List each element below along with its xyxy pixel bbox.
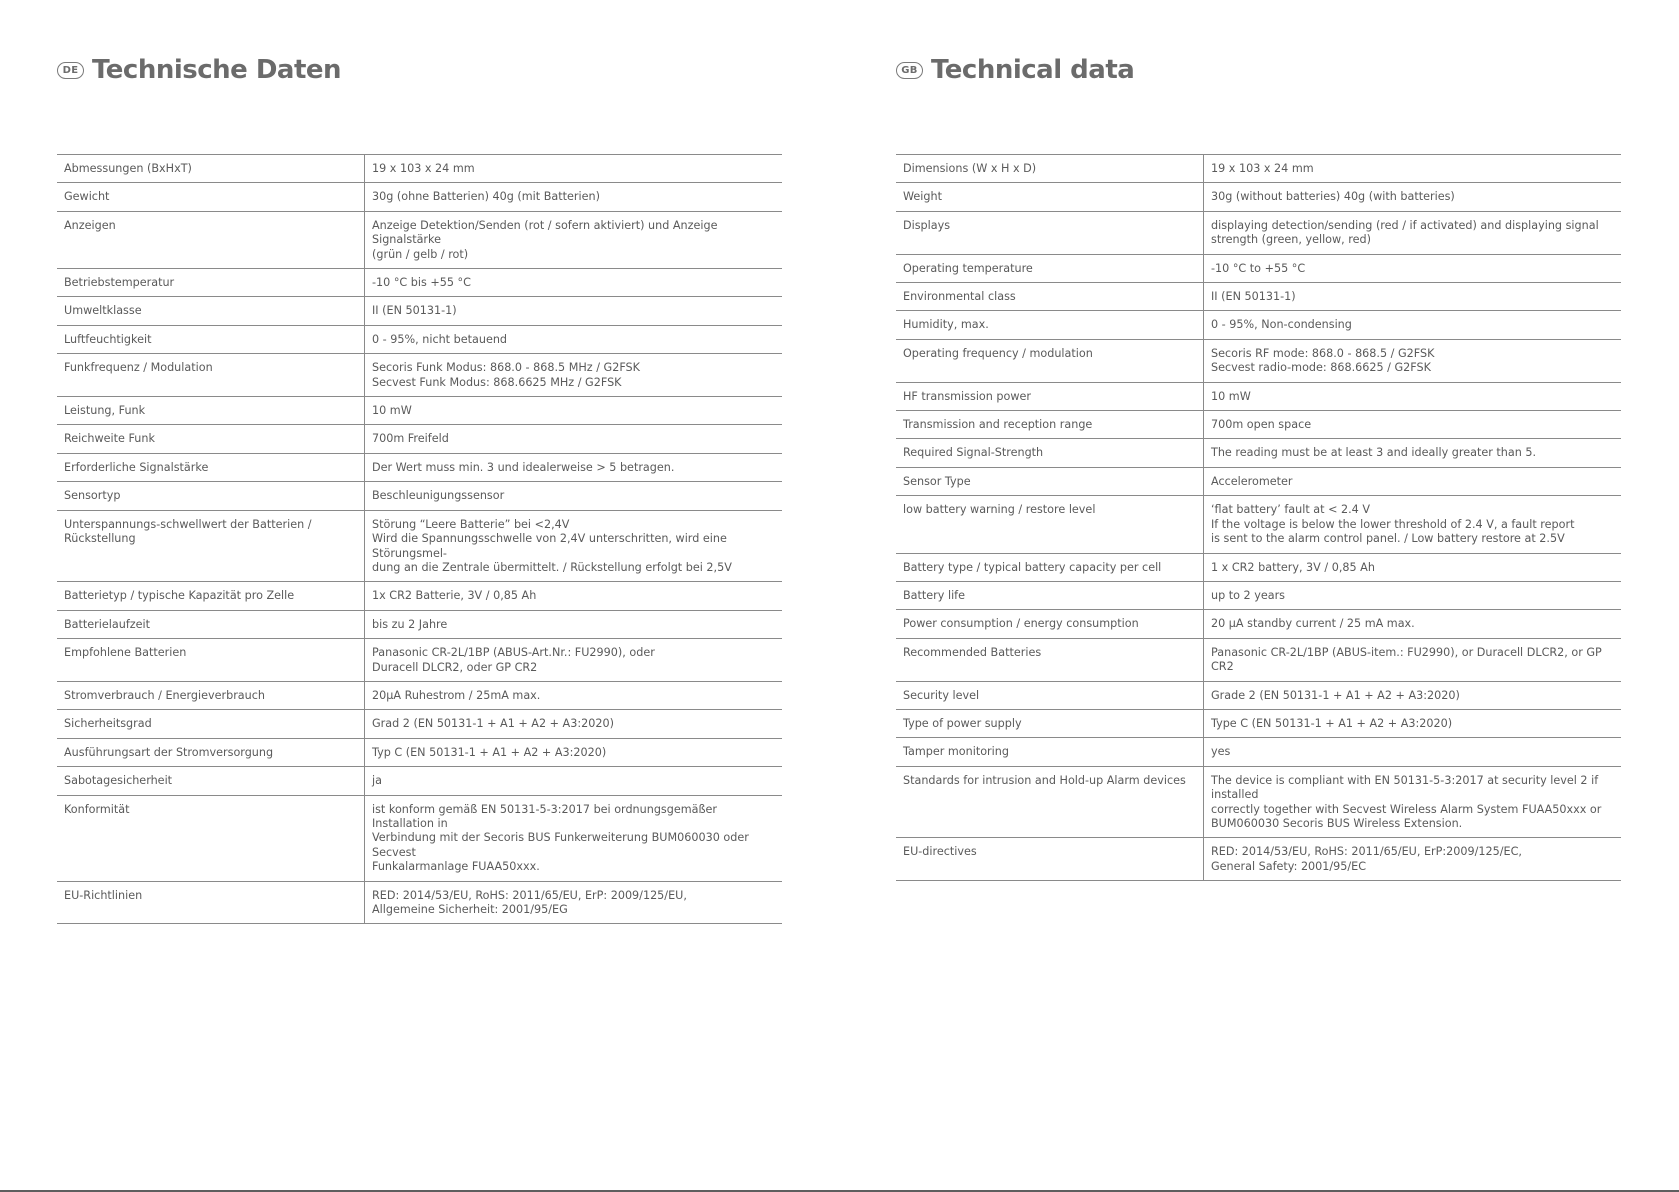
- spec-value: 1 x CR2 battery, 3V / 0,85 Ah: [1204, 553, 1622, 581]
- spec-value: Typ C (EN 50131-1 + A1 + A2 + A3:2020): [365, 738, 783, 766]
- table-row: [57, 297, 782, 325]
- table-row: [57, 325, 782, 353]
- table-row: [896, 211, 1621, 254]
- table-row: [896, 838, 1621, 881]
- spec-label: Recommended Batteries: [896, 638, 1204, 681]
- spec-value: 30g (without batteries) 40g (with batteries): [1204, 183, 1622, 211]
- table-row: [896, 411, 1621, 439]
- spec-label: Konformität: [57, 795, 365, 881]
- spec-value: 30g (ohne Batterien) 40g (mit Batterien): [365, 183, 783, 211]
- table-row: [896, 311, 1621, 339]
- language-badge-de: DE: [57, 62, 84, 79]
- table-row: [57, 710, 782, 738]
- spec-value: 19 x 103 x 24 mm: [1204, 155, 1622, 183]
- spec-label: Luftfeuchtigkeit: [57, 325, 365, 353]
- spec-label: Battery life: [896, 581, 1204, 609]
- spec-label: Reichweite Funk: [57, 425, 365, 453]
- spec-value: 20 μA standby current / 25 mA max.: [1204, 610, 1622, 638]
- table-row: [896, 581, 1621, 609]
- spec-label: Abmessungen (BxHxT): [57, 155, 365, 183]
- spec-label: Gewicht: [57, 183, 365, 211]
- spec-value: Grade 2 (EN 50131-1 + A1 + A2 + A3:2020): [1204, 681, 1622, 709]
- spec-label: Security level: [896, 681, 1204, 709]
- spec-value: The reading must be at least 3 and ideally greater than 5.: [1204, 439, 1622, 467]
- table-row: [896, 183, 1621, 211]
- spec-label: Erforderliche Signalstärke: [57, 453, 365, 481]
- spec-label: Stromverbrauch / Energieverbrauch: [57, 681, 365, 709]
- spec-label: Ausführungsart der Stromversorgung: [57, 738, 365, 766]
- table-row: [896, 738, 1621, 766]
- spec-value: displaying detection/sending (red / if activated) and displaying signal strength (green, yellow, red): [1204, 211, 1622, 254]
- spec-value: ja: [365, 767, 783, 795]
- spec-value: The device is compliant with EN 50131-5-3:2017 at security level 2 if installed correctly together with Secvest Wireless Alarm System FUAA50xxx or BUM060030 Secoris BUS Wireless Extension.: [1204, 766, 1622, 838]
- table-row: [57, 354, 782, 397]
- spec-label: Transmission and reception range: [896, 411, 1204, 439]
- spec-label: Leistung, Funk: [57, 397, 365, 425]
- spec-value: up to 2 years: [1204, 581, 1622, 609]
- spec-label: Empfohlene Batterien: [57, 639, 365, 682]
- table-row: [896, 709, 1621, 737]
- spec-value: 20μA Ruhestrom / 25mA max.: [365, 681, 783, 709]
- table-row: [896, 496, 1621, 553]
- spec-value: Panasonic CR-2L/1BP (ABUS-item.: FU2990), or Duracell DLCR2, or GP CR2: [1204, 638, 1622, 681]
- table-row: [57, 183, 782, 211]
- spec-label: Sensor Type: [896, 467, 1204, 495]
- spec-label: Anzeigen: [57, 211, 365, 268]
- table-row: [57, 582, 782, 610]
- language-badge-gb: GB: [896, 62, 923, 79]
- table-row: [896, 553, 1621, 581]
- table-row: [57, 738, 782, 766]
- spec-value: Accelerometer: [1204, 467, 1622, 495]
- table-row: [896, 339, 1621, 382]
- spec-label: EU-Richtlinien: [57, 881, 365, 924]
- spec-label: Standards for intrusion and Hold-up Alarm devices: [896, 766, 1204, 838]
- spec-value: Grad 2 (EN 50131-1 + A1 + A2 + A3:2020): [365, 710, 783, 738]
- table-row: [896, 439, 1621, 467]
- table-row: [57, 269, 782, 297]
- spec-label: Sabotagesicherheit: [57, 767, 365, 795]
- spec-label: Type of power supply: [896, 709, 1204, 737]
- table-row: [896, 638, 1621, 681]
- spec-value: RED: 2014/53/EU, RoHS: 2011/65/EU, ErP:2009/125/EC, General Safety: 2001/95/EC: [1204, 838, 1622, 881]
- spec-label: HF transmission power: [896, 382, 1204, 410]
- table-row: [57, 397, 782, 425]
- spec-value: RED: 2014/53/EU, RoHS: 2011/65/EU, ErP: 2009/125/EU, Allgemeine Sicherheit: 2001/95/EG: [365, 881, 783, 924]
- table-row: [57, 767, 782, 795]
- spec-label: EU-directives: [896, 838, 1204, 881]
- spec-label: Power consumption / energy consumption: [896, 610, 1204, 638]
- table-row: [57, 155, 782, 183]
- spec-table-body-gb: [896, 155, 1621, 881]
- spec-label: Batterielaufzeit: [57, 610, 365, 638]
- table-row: [57, 795, 782, 881]
- spec-label: Unterspannungs-schwellwert der Batterien / Rückstellung: [57, 510, 365, 582]
- spec-value: 700m Freifeld: [365, 425, 783, 453]
- table-row: [896, 254, 1621, 282]
- spec-label: low battery warning / restore level: [896, 496, 1204, 553]
- table-row: [896, 382, 1621, 410]
- spec-value: Störung “Leere Batterie” bei <2,4V Wird die Spannungsschwelle von 2,4V unterschritten, wird eine Störungsmel- dung an die Zentrale übermittelt. / Rückstellung erfolgt bei 2,5V: [365, 510, 783, 582]
- spec-value: Panasonic CR-2L/1BP (ABUS-Art.Nr.: FU2990), oder Duracell DLCR2, oder GP CR2: [365, 639, 783, 682]
- spec-label: Dimensions (W x H x D): [896, 155, 1204, 183]
- spec-value: bis zu 2 Jahre: [365, 610, 783, 638]
- spec-value: ist konform gemäß EN 50131-5-3:2017 bei ordnungsgemäßer Installation in Verbindung mit der Secoris BUS Funkerweiterung BUM060030 oder Secvest Funkalarmanlage FUAA50xxx.: [365, 795, 783, 881]
- spec-value: II (EN 50131-1): [365, 297, 783, 325]
- spec-value: II (EN 50131-1): [1204, 283, 1622, 311]
- spec-value: 1x CR2 Batterie, 3V / 0,85 Ah: [365, 582, 783, 610]
- table-row: [57, 639, 782, 682]
- spec-value: Anzeige Detektion/Senden (rot / sofern aktiviert) und Anzeige Signalstärke (grün / gelb / rot): [365, 211, 783, 268]
- table-row: [57, 610, 782, 638]
- section-title-gb: Technical data: [931, 55, 1135, 85]
- spec-value: Beschleunigungssensor: [365, 482, 783, 510]
- table-row: [896, 766, 1621, 838]
- table-row: [896, 155, 1621, 183]
- table-row: [57, 881, 782, 924]
- spec-label: Environmental class: [896, 283, 1204, 311]
- table-row: [57, 482, 782, 510]
- table-row: [896, 467, 1621, 495]
- table-row: [896, 283, 1621, 311]
- section-title-de: Technische Daten: [92, 55, 342, 85]
- spec-table-de: [57, 154, 782, 924]
- spec-label: Batterietyp / typische Kapazität pro Zelle: [57, 582, 365, 610]
- spec-value: ‘flat battery’ fault at < 2.4 V If the voltage is below the lower threshold of 2.4 V, a fault report is sent to the alarm control panel. / Low battery restore at 2.5V: [1204, 496, 1622, 553]
- table-row: [57, 681, 782, 709]
- spec-value: -10 °C to +55 °C: [1204, 254, 1622, 282]
- spec-label: Weight: [896, 183, 1204, 211]
- spec-label: Battery type / typical battery capacity per cell: [896, 553, 1204, 581]
- spec-label: Displays: [896, 211, 1204, 254]
- spec-value: yes: [1204, 738, 1622, 766]
- spec-label: Tamper monitoring: [896, 738, 1204, 766]
- spec-value: Secoris Funk Modus: 868.0 - 868.5 MHz / G2FSK Secvest Funk Modus: 868.6625 MHz / G2FSK: [365, 354, 783, 397]
- spec-value: 10 mW: [1204, 382, 1622, 410]
- spec-label: Operating temperature: [896, 254, 1204, 282]
- spec-table-body-de: [57, 155, 782, 924]
- spec-value: Der Wert muss min. 3 und idealerweise > 5 betragen.: [365, 453, 783, 481]
- spec-label: Funkfrequenz / Modulation: [57, 354, 365, 397]
- spec-value: 10 mW: [365, 397, 783, 425]
- table-row: [896, 610, 1621, 638]
- spec-value: Secoris RF mode: 868.0 - 868.5 / G2FSK Secvest radio-mode: 868.6625 / G2FSK: [1204, 339, 1622, 382]
- table-row: [57, 510, 782, 582]
- german-heading: [57, 50, 341, 90]
- spec-value: 19 x 103 x 24 mm: [365, 155, 783, 183]
- spec-label: Operating frequency / modulation: [896, 339, 1204, 382]
- spec-value: Type C (EN 50131-1 + A1 + A2 + A3:2020): [1204, 709, 1622, 737]
- spec-table-gb: [896, 154, 1621, 881]
- spec-value: 700m open space: [1204, 411, 1622, 439]
- spec-label: Humidity, max.: [896, 311, 1204, 339]
- spec-label: Sicherheitsgrad: [57, 710, 365, 738]
- table-row: [57, 453, 782, 481]
- table-row: [57, 211, 782, 268]
- spec-label: Umweltklasse: [57, 297, 365, 325]
- english-heading: [896, 50, 1134, 90]
- spec-label: Sensortyp: [57, 482, 365, 510]
- spec-label: Required Signal-Strength: [896, 439, 1204, 467]
- table-row: [57, 425, 782, 453]
- spec-value: -10 °C bis +55 °C: [365, 269, 783, 297]
- spec-label: Betriebstemperatur: [57, 269, 365, 297]
- table-row: [896, 681, 1621, 709]
- spec-value: 0 - 95%, Non-condensing: [1204, 311, 1622, 339]
- spec-value: 0 - 95%, nicht betauend: [365, 325, 783, 353]
